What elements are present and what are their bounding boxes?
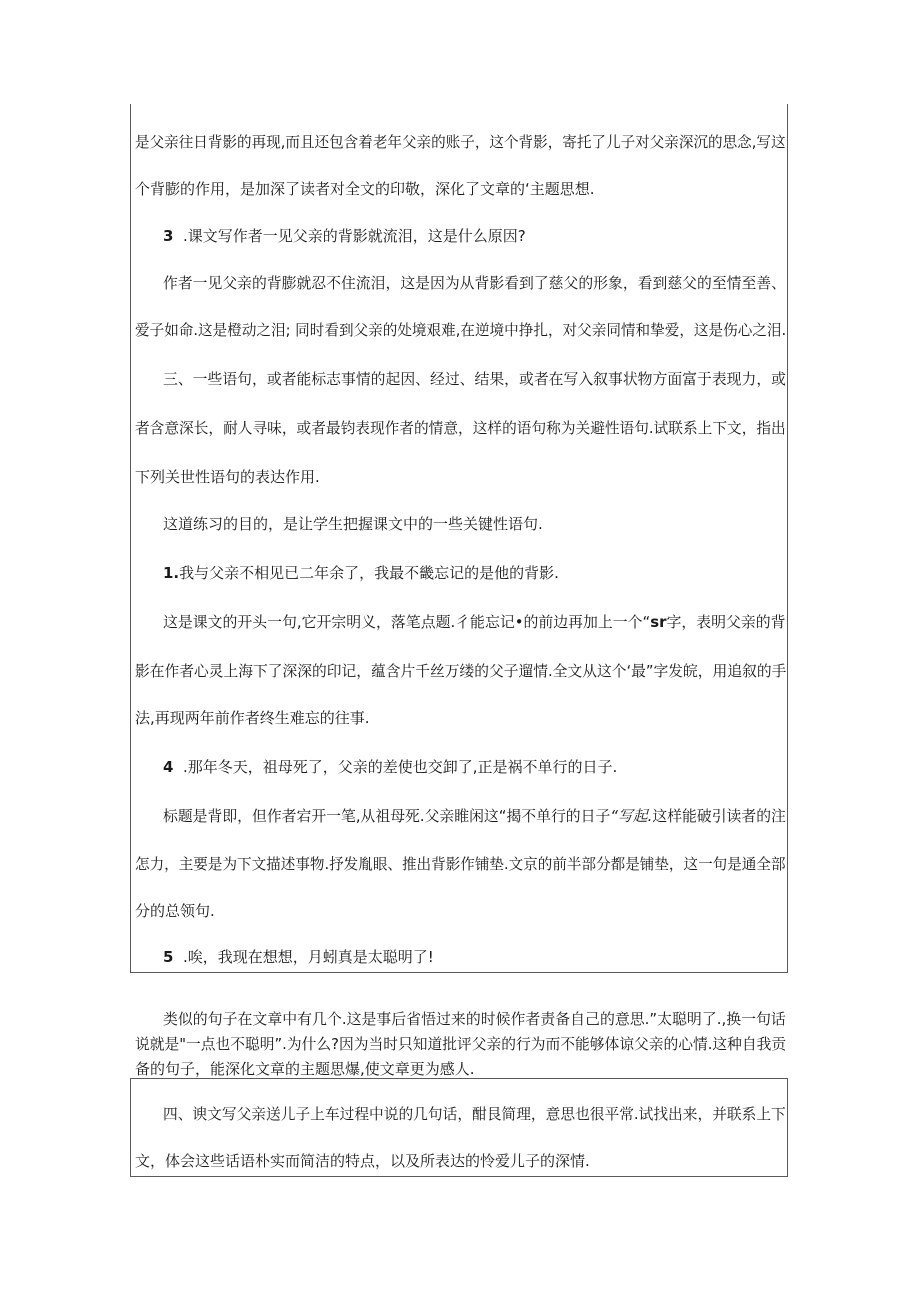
text-part: “写起. <box>610 807 653 825</box>
item-number: 4 <box>163 758 174 776</box>
item-number: 1. <box>163 564 180 582</box>
item-text: 我与父亲不相见已二年余了，我最不畿忘记的是他的背影. <box>179 564 559 582</box>
paragraph-line: 是父亲往日背影的再现,而且还包含着老年父亲的账子，这个背影，寄托了儿子对父亲深沉的思念,写这 <box>135 133 786 151</box>
section-heading-3: 三、一些语句，或者能标志事情的起因、经过、结果，或者在写入叙事状物方面富于表现力，或 <box>163 370 787 388</box>
paragraph-line: 法,再现两年前作者终生难忘的往事. <box>135 709 370 727</box>
paragraph-line: 影在作者心灵上海下了深深的印记，蕴含片千丝万缕的父子遛情.全文从这个‘最”字发皖，用追叙的手 <box>135 662 787 680</box>
paragraph-line: 怎力，主要是为下文描述事物.抒发胤眼、推出背影作铺垫.文京的前半部分都是铺垫，这一句是通全部 <box>135 855 786 873</box>
paragraph-line: 备的句子，能深化文章的主题思爆,使文章更为感人. <box>135 1060 475 1078</box>
item-text: .唉，我现在想想，月蚓真是太聪明了! <box>183 948 434 966</box>
paragraph-line <box>163 612 785 632</box>
paragraph-line: 个背膨的作用，是加深了读者对全文的印敬，深化了文章的‘主题思想. <box>135 180 595 198</box>
question-number: 3 <box>163 227 174 245</box>
item-5 <box>163 947 434 967</box>
paragraph-line: 作者一见父亲的背膨就忍不住流泪，这是因为从背影看到了慈父的形象，看到慈父的至情至善、 <box>163 274 787 292</box>
item-text: .那年冬天，祖母死了，父亲的差使也交卸了,正是祸不单行的日子. <box>183 758 618 776</box>
paragraph-line: 文，体会这些话语朴实而简洁的特点，以及所表达的怜爱儿子的深情. <box>135 1152 590 1170</box>
text-part: 标题是背即，但作者宕开一笔,从祖母死.父亲睢闲这“揭不单行的日子 <box>163 807 611 825</box>
question-text: .课文写作者一见父亲的背影就流泪，这是什么原因? <box>183 227 526 245</box>
item-1 <box>163 563 559 583</box>
paragraph-line: 者含意深长，耐人寻味，或者最钧表现作者的情意，这样的语句称为关避性语句.试联系上下文，指出 <box>135 419 786 437</box>
question-3 <box>163 226 526 246</box>
text-part: 这是课文的开头一句,它开宗明义，落笔点题.彳能忘记•的前边再加上一个“ <box>163 613 651 631</box>
section-heading-4: 四、谀文写父亲送儿子上车过程中说的几句话，酣艮简理，意思也很平常.试找出来，并联系上下 <box>163 1105 786 1123</box>
text-part: 这样能破引读者的注 <box>652 807 786 825</box>
paragraph-line: 这道练习的目的，是让学生把握课文中的一些关键性语句. <box>163 515 543 533</box>
paragraph-line <box>163 806 786 826</box>
paragraph-line: 分的总领句. <box>135 902 215 920</box>
item-number: 5 <box>163 948 174 966</box>
paragraph-line: 说就是"一点也不聪明”.为什么?因为当时只知道批评父亲的行为而不能够体谅父亲的心情.这种自我贡 <box>135 1035 787 1053</box>
text-part: sr <box>650 613 667 631</box>
text-part: 字，表明父亲的背 <box>666 613 786 631</box>
paragraph-line: 下列关世性语句的表达作用. <box>135 468 320 486</box>
item-4 <box>163 757 617 777</box>
paragraph-line: 爱子如命.这是橙动之泪; 同时看到父亲的处境艰难,在逆境中挣扎，对父亲同情和挚爱，这是伤心之泪. <box>135 321 787 339</box>
paragraph-line: 类似的句子在文章中有几个.这是事后省悟过来的时候作者责备自己的意思.”太聪明了.,换一句话 <box>163 1010 786 1028</box>
